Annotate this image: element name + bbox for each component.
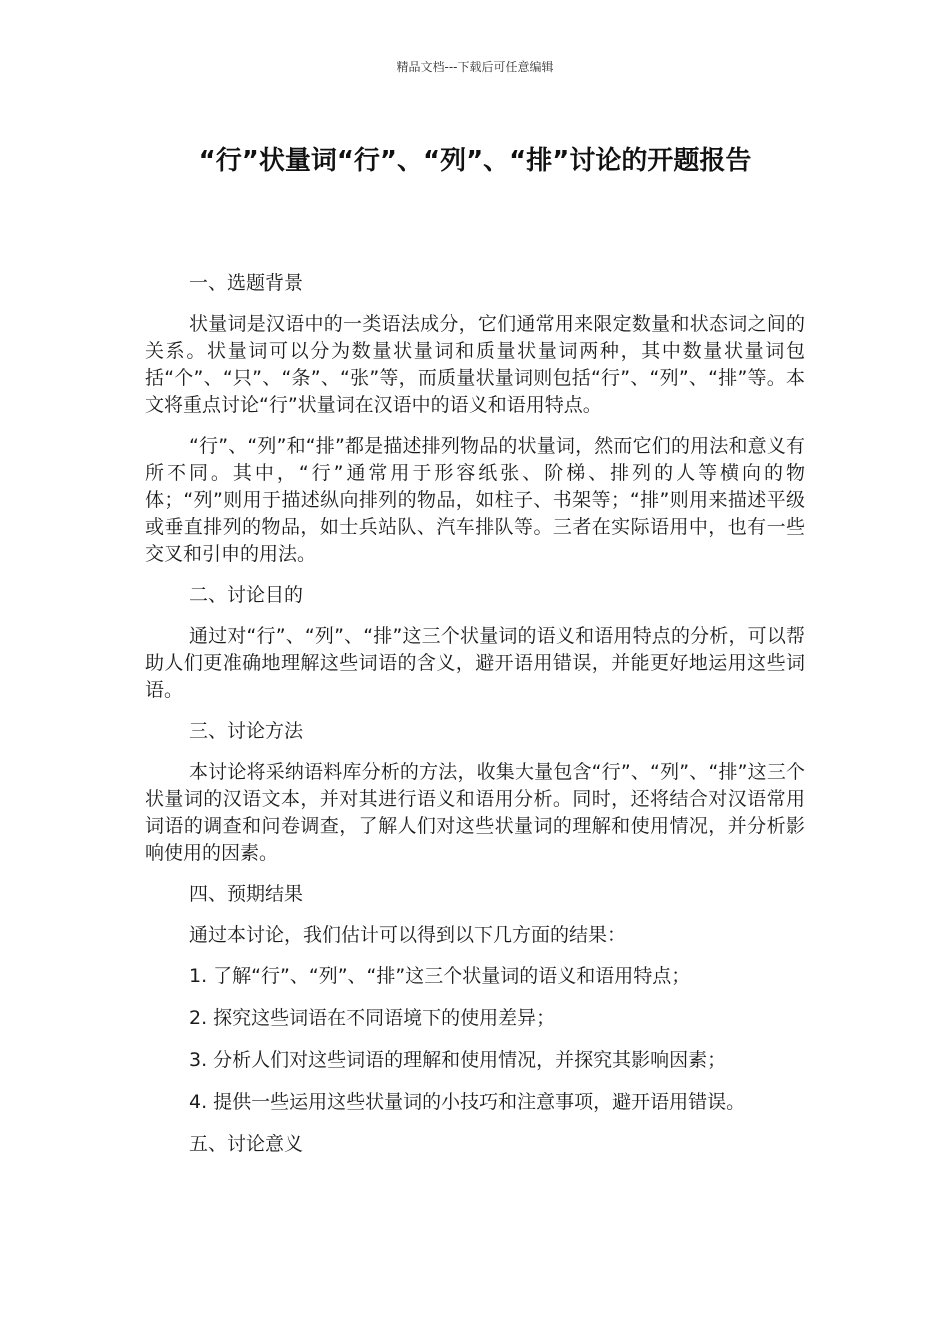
header-note: 精品文档---下载后可任意编辑 (396, 60, 554, 74)
list-item: 2. 探究这些词语在不同语境下的使用差异； (189, 1007, 556, 1029)
document-body (145, 270, 805, 1172)
paragraph-results-intro: 通过本讨论，我们估计可以得到以下几方面的结果： (189, 924, 627, 946)
paragraph-background-1: 状量词是汉语中的一类语法成分，它们通常用来限定数量和状态词之间的关系。状量词可以分为数量状量词和质量状量词两种，其中数量状量词包括“个”、“只”、“条”、“张”等，而质量状量词则包括“行”、“列”、“排”等。本文将重点讨论“行”状量词在汉语中的语义和语用特点。 (145, 313, 805, 416)
list-item: 1. 了解“行”、“列”、“排”这三个状量词的语义和语用特点； (189, 965, 691, 987)
list-item: 3. 分析人们对这些词语的理解和使用情况，并探究其影响因素； (189, 1049, 727, 1071)
section-heading-method: 三、讨论方法 (189, 720, 304, 742)
paragraph-method: 本讨论将采纳语料库分析的方法，收集大量包含“行”、“列”、“排”这三个状量词的汉语文本，并对其进行语义和语用分析。同时，还将结合对汉语常用词语的调查和问卷调查，了解人们对这些状量词的理解和使用情况，并分析影响使用的因素。 (145, 761, 805, 864)
list-item: 4. 提供一些运用这些状量词的小技巧和注意事项，避开语用错误。 (189, 1091, 746, 1113)
paragraph-purpose: 通过对“行”、“列”、“排”这三个状量词的语义和语用特点的分析，可以帮助人们更准确地理解这些词语的含义，避开语用错误，并能更好地运用这些词语。 (145, 625, 805, 701)
section-heading-expected-results: 四、预期结果 (189, 883, 304, 905)
document-title: “行”状量词“行”、“列”、“排”讨论的开题报告 (198, 146, 752, 176)
paragraph-background-2: “行”、“列”和“排”都是描述排列物品的状量词，然而它们的用法和意义有所不同。其中，“行”通常用于形容纸张、阶梯、排列的人等横向的物体；“列”则用于描述纵向排列的物品，如柱子、书架等；“排”则用来描述平级或垂直排列的物品，如士兵站队、汽车排队等。三者在实际语用中，也有一些交叉和引申的用法。 (145, 435, 805, 565)
section-heading-background: 一、选题背景 (189, 272, 304, 294)
section-heading-significance: 五、讨论意义 (189, 1133, 304, 1155)
section-heading-purpose: 二、讨论目的 (189, 584, 304, 606)
